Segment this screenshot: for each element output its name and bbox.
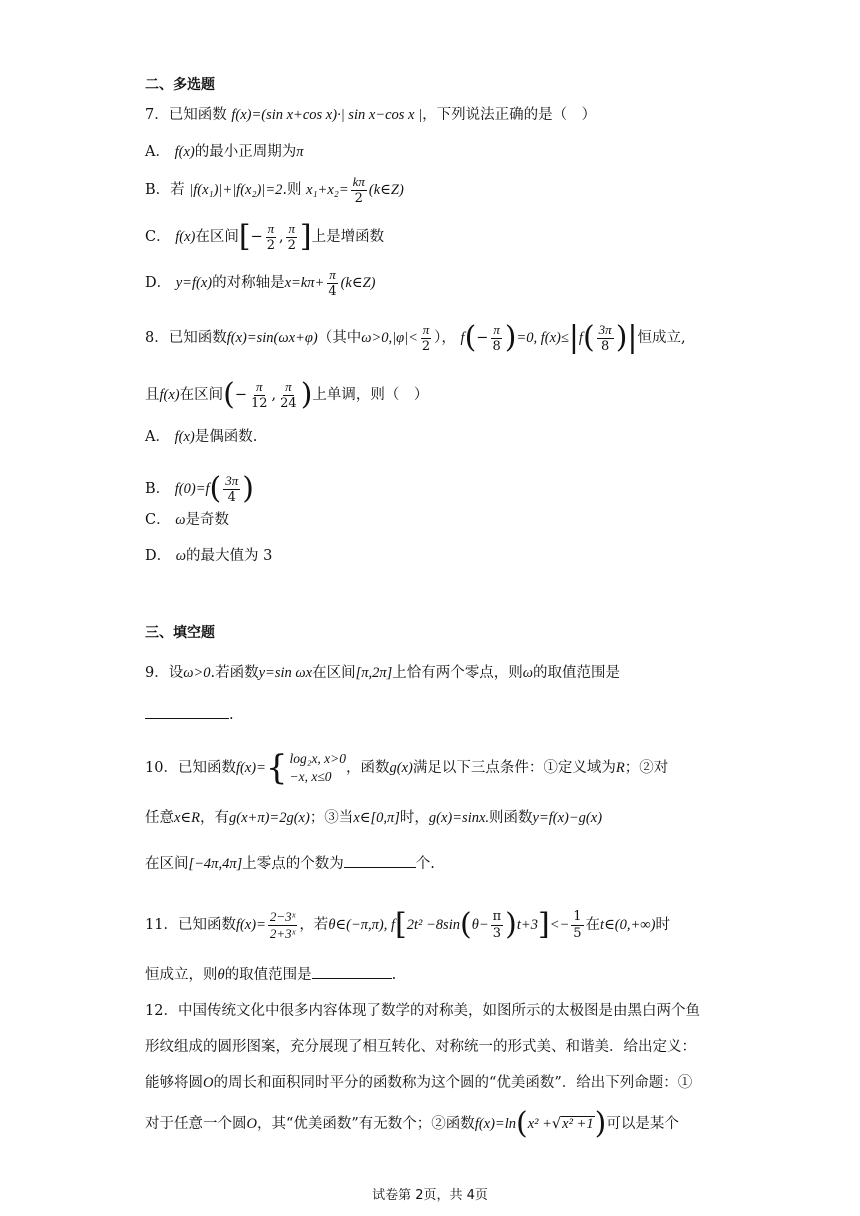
q11-f: f(x)= <box>235 917 266 934</box>
q9-m4: ω <box>522 665 534 681</box>
q8-option-b: B． f(0)=f( $\frac{3\pi}{4}$ ) <box>145 471 254 507</box>
q10-l3m: [−4π,4π] <box>188 856 243 872</box>
q11-m2: t∈(0,+∞) <box>600 917 656 934</box>
q9-answer-line <box>145 708 234 723</box>
section-title-fill-in: 三、填空题 <box>145 625 215 641</box>
q7-d-math2: x=kπ+ <box>284 275 325 292</box>
q9-d: 上恰有两个零点，则 <box>392 665 523 681</box>
q9-e: 的取值范围是 <box>533 665 621 681</box>
q10-c: 满足以下三点条件：①定义域为 <box>412 760 616 777</box>
q10-l2m5: y=f(x)−g(x) <box>532 810 603 826</box>
question-8-line2: 且f(x)在区间(− $\frac{\pi}{12}$ , $\frac{\pi}{24}$ )上单调，则（ ） <box>145 377 429 413</box>
q7-d-label: D． <box>145 275 172 292</box>
question-8-stem: 8．已知函数f(x)=sin(ωx+φ)（其中ω>0,|φ|< $\frac{\pi}{2}$ ）， f(− $\frac{\pi}{8}$ )=0, f(x)≤|f( $\frac{3\pi}{8}$ )|恒成立, <box>145 320 686 356</box>
q11-a: 已知函数 <box>177 917 236 934</box>
q8-number: 8． <box>145 330 169 347</box>
question-12-line3 <box>145 1076 692 1091</box>
q7-c-label: C． <box>145 229 171 246</box>
q12-l3-o: O <box>203 1075 214 1091</box>
q10-l2m2: g(x+π)=2g(x) <box>229 810 310 826</box>
q7-option-b <box>145 175 404 205</box>
q10-l2a: 任意 <box>145 810 174 826</box>
q10-b: ，函数 <box>346 760 390 777</box>
q7-a-label: A． <box>145 144 170 160</box>
question-10-line3 <box>145 857 435 872</box>
q10-l2m3: x∈[0,π] <box>353 810 400 826</box>
q12-l3a: 能够将圆 <box>145 1075 203 1091</box>
question-11: 11．已知函数f(x)= $\frac{\text{2−3ˣ}}{\text{2+3ˣ}}$ ，若θ∈(−π,π), f[2t² −8sin(θ− $\frac{\pi}{3}$ )t+3]<− $\frac{1}{5}$ 在t∈(0,+∞)时 <box>145 907 670 943</box>
q10-l2d: 时， <box>399 810 429 826</box>
q12-l4x2: x² + <box>527 1116 552 1132</box>
q11-number: 11． <box>145 917 178 934</box>
q7-d-tail: (k∈Z) <box>340 275 376 292</box>
q7-b-label: B．若 <box>145 182 185 199</box>
q10-l2e: 则函数 <box>489 810 533 826</box>
q9-m1: ω>0 <box>183 665 211 681</box>
q8-d-label: D． <box>145 548 172 564</box>
q10-l2b: ，有 <box>200 810 230 826</box>
q11-l2m: θ <box>217 967 225 983</box>
q8-function: f(x)=sin(ωx+φ) <box>226 330 318 347</box>
q7-option-d: D． y=f(x)的对称轴是x=kπ+ $\frac{\pi}{4}$ (k∈Z) <box>145 267 376 299</box>
question-12-line4: 对于任意一个圆O，其“优美函数”有无数个；②函数f(x)=ln(x² +√x² +1)可以是某个 <box>145 1106 679 1141</box>
q12-l3b: 的周长和面积同时平分的函数称为这个圆的“优美函数”．给出下列命题：① <box>213 1075 693 1091</box>
q8-c-label: C． <box>145 512 171 528</box>
q7-text-b: ，下列说法正确的是（ ） <box>422 107 597 123</box>
q11-l2a: 恒成立，则 <box>145 967 218 983</box>
q11-answer-blank[interactable] <box>312 968 392 979</box>
q8-text-a: 已知函数 <box>168 330 227 347</box>
q8-l2-c: 上单调，则（ ） <box>312 387 429 404</box>
q10-answer-blank[interactable] <box>344 857 416 868</box>
q7-b-text: .则 <box>282 182 302 199</box>
q10-g: g(x) <box>389 760 413 777</box>
q8-paren-b: ）， <box>434 330 456 347</box>
q8-l2-b: 在区间 <box>179 387 224 404</box>
q11-l2c: . <box>391 967 397 983</box>
q12-l4b: ，其“优美函数”有无数个；②函数 <box>256 1116 475 1132</box>
q10-a: 已知函数 <box>177 760 236 777</box>
q10-l2c: ；③当 <box>309 810 354 826</box>
question-10-line2 <box>145 811 602 826</box>
q7-option-a <box>145 145 303 160</box>
q8-option-a <box>145 430 257 445</box>
q8-c-math: ω <box>175 512 186 528</box>
q10-l3b: 上零点的个数为 <box>242 856 344 872</box>
q10-d: ；②对 <box>624 760 669 777</box>
q12-l4sq: x² +1 <box>562 1116 594 1132</box>
q12-l4-o: O <box>246 1116 257 1132</box>
q8-condition: ω>0,|φ|< <box>361 330 418 347</box>
q9-number: 9． <box>145 665 169 681</box>
q10-l2m1: x∈R <box>174 810 201 826</box>
q10-cases: log₂x, x>0 −x, x≤0 <box>289 751 347 785</box>
q7-function: f(x)=(sin x+cos x)·| sin x−cos x | <box>231 107 423 123</box>
section-title-multiple-choice: 二、多选题 <box>145 77 215 93</box>
q10-l3c: 个. <box>415 856 435 872</box>
q8-f2: f <box>460 330 465 347</box>
question-9 <box>145 666 620 681</box>
q7-b-math2: x₁+x₂= <box>306 182 349 199</box>
q10-l3a: 在区间 <box>145 856 189 872</box>
q7-a-text: 的最小正周期为 <box>194 144 297 160</box>
q8-b-math: f(0)=f <box>174 481 210 498</box>
page-footer: 试卷第 2页，共 4页 <box>372 1188 488 1203</box>
q8-b-label: B． <box>145 481 171 498</box>
q9-answer-blank[interactable] <box>145 708 229 719</box>
q8-a-math: f(x) <box>174 429 195 445</box>
q10-number: 10． <box>145 760 178 777</box>
q9-tail: . <box>229 707 234 723</box>
q7-number: 7． <box>145 107 169 123</box>
q7-b-fraction: $\frac{k\pi}{2}$ <box>352 174 365 206</box>
q8-always: 恒成立, <box>637 330 686 347</box>
q11-b: ，若 <box>299 917 329 934</box>
q8-paren-a: （其中 <box>317 330 362 347</box>
q11-inner-b: t+3 <box>516 917 538 934</box>
q12-l4f: f(x)=ln <box>474 1116 516 1132</box>
q8-d-math: ω <box>175 548 186 564</box>
q7-d-math: y=f(x) <box>175 275 213 292</box>
q11-d: 时 <box>655 917 670 934</box>
q9-c: 在区间 <box>312 665 356 681</box>
q8-a-label: A． <box>145 429 170 445</box>
question-11-line2 <box>145 968 396 983</box>
q11-m1: θ∈(−π,π), f <box>328 917 396 934</box>
q7-b-math: |f(x₁)|+|f(x₂)|=2 <box>189 182 283 199</box>
q11-l2b: 的取值范围是 <box>224 967 312 983</box>
q11-c: 在 <box>585 917 601 934</box>
q7-c-text2: 上是增函数 <box>311 229 385 246</box>
q7-text-a: 已知函数 <box>168 107 227 123</box>
q11-lt: <− <box>549 917 570 934</box>
question-12-line2: 形纹组成的圆形图案，充分展现了相互转化、对称统一的形式美、和谐美．给出定义： <box>145 1039 696 1055</box>
q9-b: .若函数 <box>210 665 259 681</box>
q7-option-c: C． f(x)在区间[− $\frac{\pi}{2}$ , $\frac{\pi}{2}$ ]上是增函数 <box>145 219 385 255</box>
q8-l2-f: f(x) <box>159 387 180 404</box>
q8-option-d <box>145 549 272 564</box>
q11-inner-theta: θ− <box>471 917 489 934</box>
q8-f2-mid: =0, f(x)≤ <box>516 330 569 347</box>
q7-c-text1: 在区间 <box>195 229 239 246</box>
question-12-line1: 12．中国传统文化中很多内容体现了数学的对称美，如图所示的太极图是由黑白两个鱼 <box>145 1003 700 1019</box>
q8-option-c <box>145 513 229 528</box>
q7-c-math: f(x) <box>175 229 196 246</box>
question-10: 10．已知函数f(x)={ log₂x, x>0 −x, x≤0 ，函数g(x)满足以下三点条件：①定义域为R；②对 <box>145 747 669 788</box>
q10-l2m4: g(x)=sinx. <box>428 810 490 826</box>
q12-l4a: 对于任意一个圆 <box>145 1116 247 1132</box>
q7-b-tail: (k∈Z) <box>368 182 404 199</box>
q7-d-text: 的对称轴是 <box>212 275 285 292</box>
q8-c-text: 是奇数 <box>185 512 229 528</box>
q10-r: R <box>615 760 625 777</box>
q12-l4c: 可以是某个 <box>606 1116 679 1132</box>
q11-inner-a: 2t² −8sin <box>406 917 460 934</box>
q7-a-math: f(x) <box>174 144 195 160</box>
q8-d-text: 的最大值为 3 <box>186 548 273 564</box>
q8-l2-a: 且 <box>145 387 160 404</box>
q8-a-text: 是偶函数. <box>194 429 258 445</box>
q9-m3: [π,2π] <box>355 665 393 681</box>
question-7-stem <box>145 108 596 123</box>
q10-f: f(x)= <box>235 760 266 777</box>
q9-a: 设 <box>168 665 184 681</box>
q9-m2: y=sin ωx <box>258 665 313 681</box>
q7-a-pi: π <box>296 144 304 160</box>
